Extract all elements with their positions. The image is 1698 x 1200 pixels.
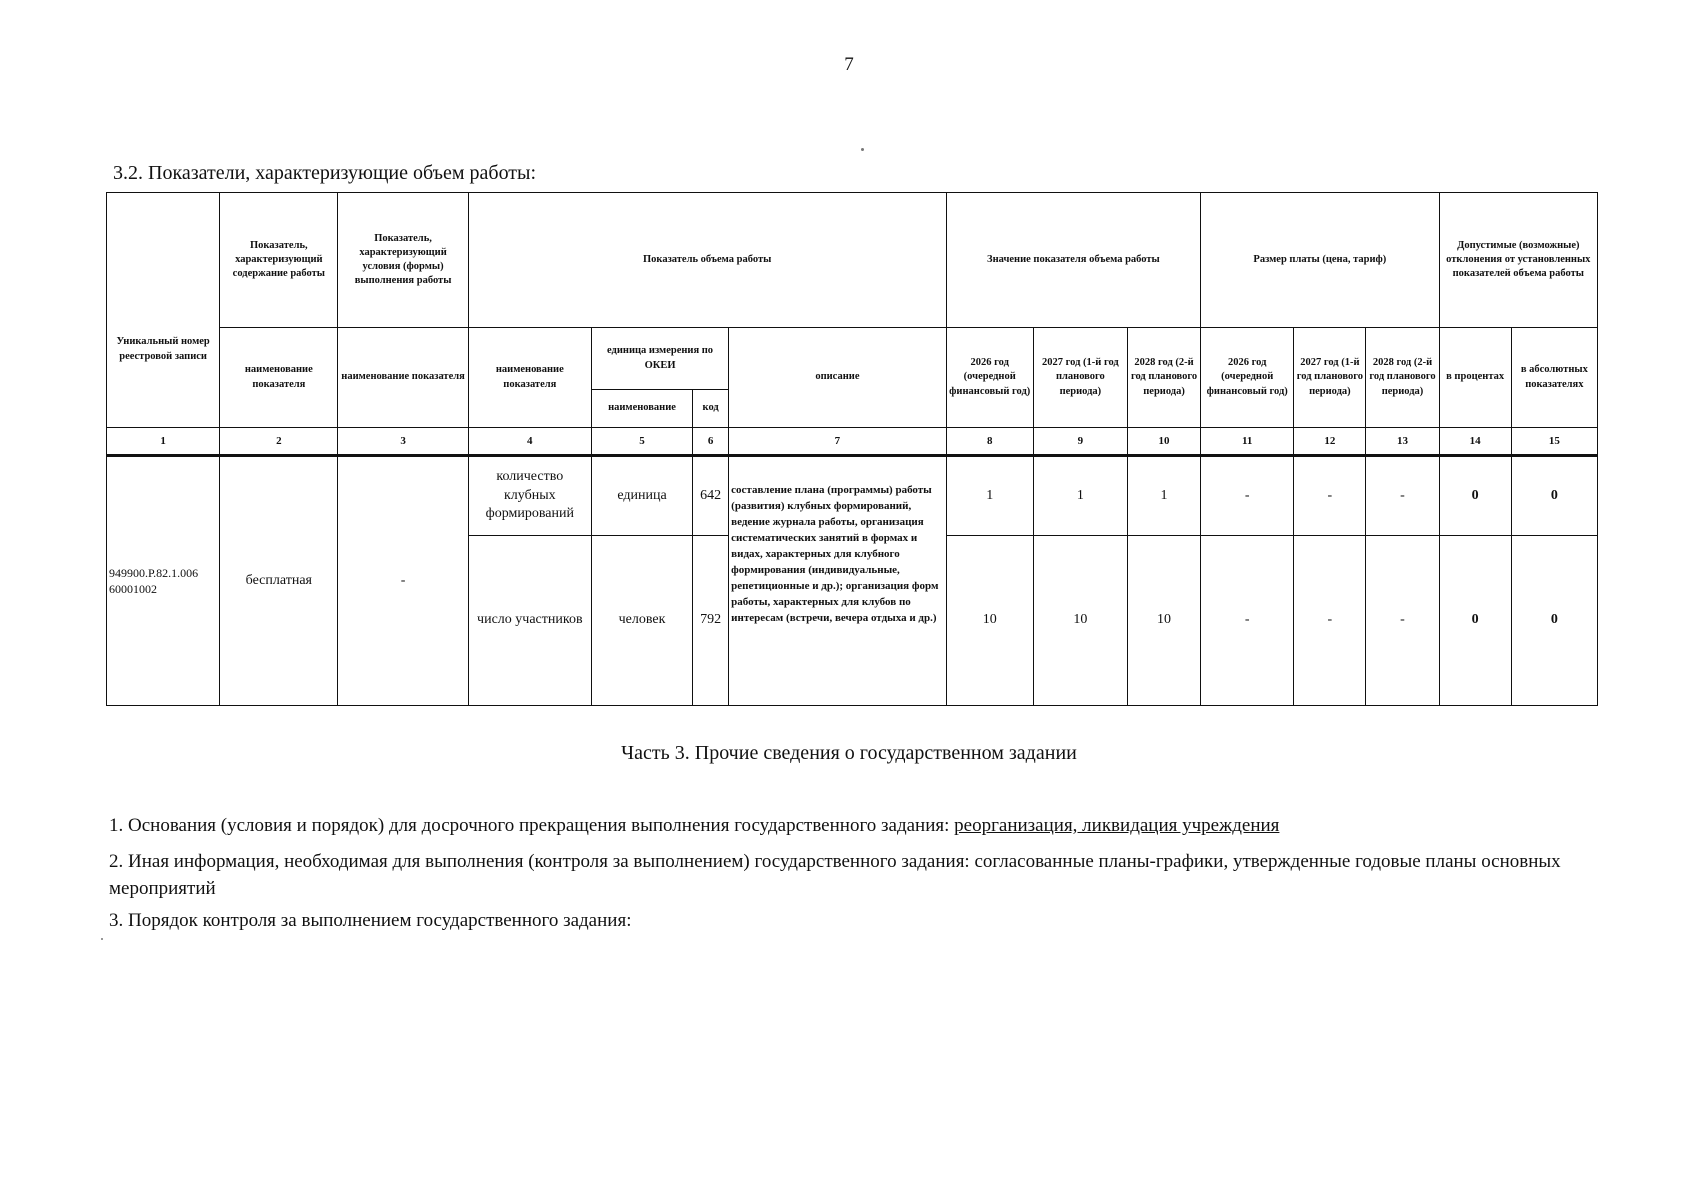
column-number: 12 (1294, 428, 1366, 456)
value-2027: 1 (1033, 456, 1127, 536)
fee-2028: - (1366, 456, 1439, 536)
header-registry-number: Уникальный номер реестровой записи (107, 193, 220, 428)
fee-2026: - (1201, 456, 1294, 536)
deviation-percent: 0 (1439, 456, 1511, 536)
header-indicator-name-3: наименование показателя (338, 328, 468, 428)
paragraph-early-termination (109, 812, 1589, 839)
fee-2028: - (1366, 536, 1439, 706)
column-number: 3 (338, 428, 468, 456)
page-number: 7 (844, 54, 854, 75)
work-description: составление плана (программы) работы (развития) клубных формирований, ведение журнала работы, организация систематических занятий в формах и видах, характерных для клубного формирования (индивидуальные, репетиционные и др.); организация форм работы, характерных для клубов по интересам (встречи, вечера отдыха и др.) (729, 456, 946, 706)
header-description: описание (729, 328, 946, 428)
header-in-absolute: в абсолютных показателях (1511, 328, 1597, 428)
fee-2026: - (1201, 536, 1294, 706)
column-number: 1 (107, 428, 220, 456)
scan-speck (101, 938, 103, 940)
header-indicator-name-2: наименование показателя (220, 328, 338, 428)
column-number: 5 (591, 428, 692, 456)
unit-code: 792 (693, 536, 729, 706)
header-in-percent: в процентах (1439, 328, 1511, 428)
header-indicator-name-4: наименование показателя (468, 328, 591, 428)
scan-speck (861, 148, 864, 151)
header-okei-code: код (693, 390, 729, 428)
column-number: 4 (468, 428, 591, 456)
column-number: 13 (1366, 428, 1439, 456)
fee-2027: - (1294, 536, 1366, 706)
header-fee-year-2027: 2027 год (1-й год планового периода) (1294, 328, 1366, 428)
unit-name: человек (591, 536, 692, 706)
deviation-percent: 0 (1439, 536, 1511, 706)
column-number: 10 (1127, 428, 1200, 456)
header-fee: Размер платы (цена, тариф) (1201, 193, 1439, 328)
value-2028: 1 (1127, 456, 1200, 536)
column-number: 7 (729, 428, 946, 456)
fee-2027: - (1294, 456, 1366, 536)
header-volume-value: Значение показателя объема работы (946, 193, 1201, 328)
unit-code: 642 (693, 456, 729, 536)
column-number: 14 (1439, 428, 1511, 456)
unit-name: единица (591, 456, 692, 536)
work-volume-table (106, 192, 1598, 706)
column-number: 8 (946, 428, 1033, 456)
header-year-2027: 2027 год (1-й год планового периода) (1033, 328, 1127, 428)
column-number: 6 (693, 428, 729, 456)
header-condition-indicator: Показатель, характеризующий условия (формы) выполнения работы (338, 193, 468, 328)
section-title: 3.2. Показатели, характеризующие объем работы: (113, 162, 537, 184)
header-deviations: Допустимые (возможные) отклонения от установленных показателей объема работы (1439, 193, 1597, 328)
paragraph-other-information: 2. Иная информация, необходимая для выполнения (контроля за выполнением) государственного задания: согласованные планы-графики, утвержденные годовые планы основных мероприятий (109, 851, 1561, 899)
header-volume-indicator: Показатель объема работы (468, 193, 946, 328)
value-2026: 10 (946, 536, 1033, 706)
deviation-absolute: 0 (1511, 456, 1597, 536)
header-okei-unit: единица измерения по ОКЕИ (591, 328, 728, 390)
header-fee-year-2026: 2026 год (очередной финансовый год) (1201, 328, 1294, 428)
header-year-2026: 2026 год (очередной финансовый год) (946, 328, 1033, 428)
indicator-name: число участников (468, 536, 591, 706)
registry-number: 949900.Р.82.1.006 60001002 (107, 456, 220, 706)
content-value: бесплатная (220, 456, 338, 706)
column-number: 2 (220, 428, 338, 456)
column-number: 15 (1511, 428, 1597, 456)
indicator-name: количество клубных формирований (468, 456, 591, 536)
value-2028: 10 (1127, 536, 1200, 706)
value-2027: 10 (1033, 536, 1127, 706)
column-number: 9 (1033, 428, 1127, 456)
paragraph-early-termination-prefix: 1. Основания (условия и порядок) для досрочного прекращения выполнения государственного задания: (109, 815, 955, 836)
part-title: Часть 3. Прочие сведения о государственном задании (621, 742, 1077, 764)
paragraph-control-procedure: 3. Порядок контроля за выполнением государственного задания: (109, 910, 632, 931)
header-fee-year-2028: 2028 год (2-й год планового периода) (1366, 328, 1439, 428)
header-year-2028: 2028 год (2-й год планового периода) (1127, 328, 1200, 428)
termination-grounds: реорганизация, ликвидация учреждения (954, 815, 1280, 836)
header-okei-name: наименование (591, 390, 692, 428)
column-number: 11 (1201, 428, 1294, 456)
value-2026: 1 (946, 456, 1033, 536)
header-content-indicator: Показатель, характеризующий содержание работы (220, 193, 338, 328)
condition-value: - (338, 456, 468, 706)
deviation-absolute: 0 (1511, 536, 1597, 706)
